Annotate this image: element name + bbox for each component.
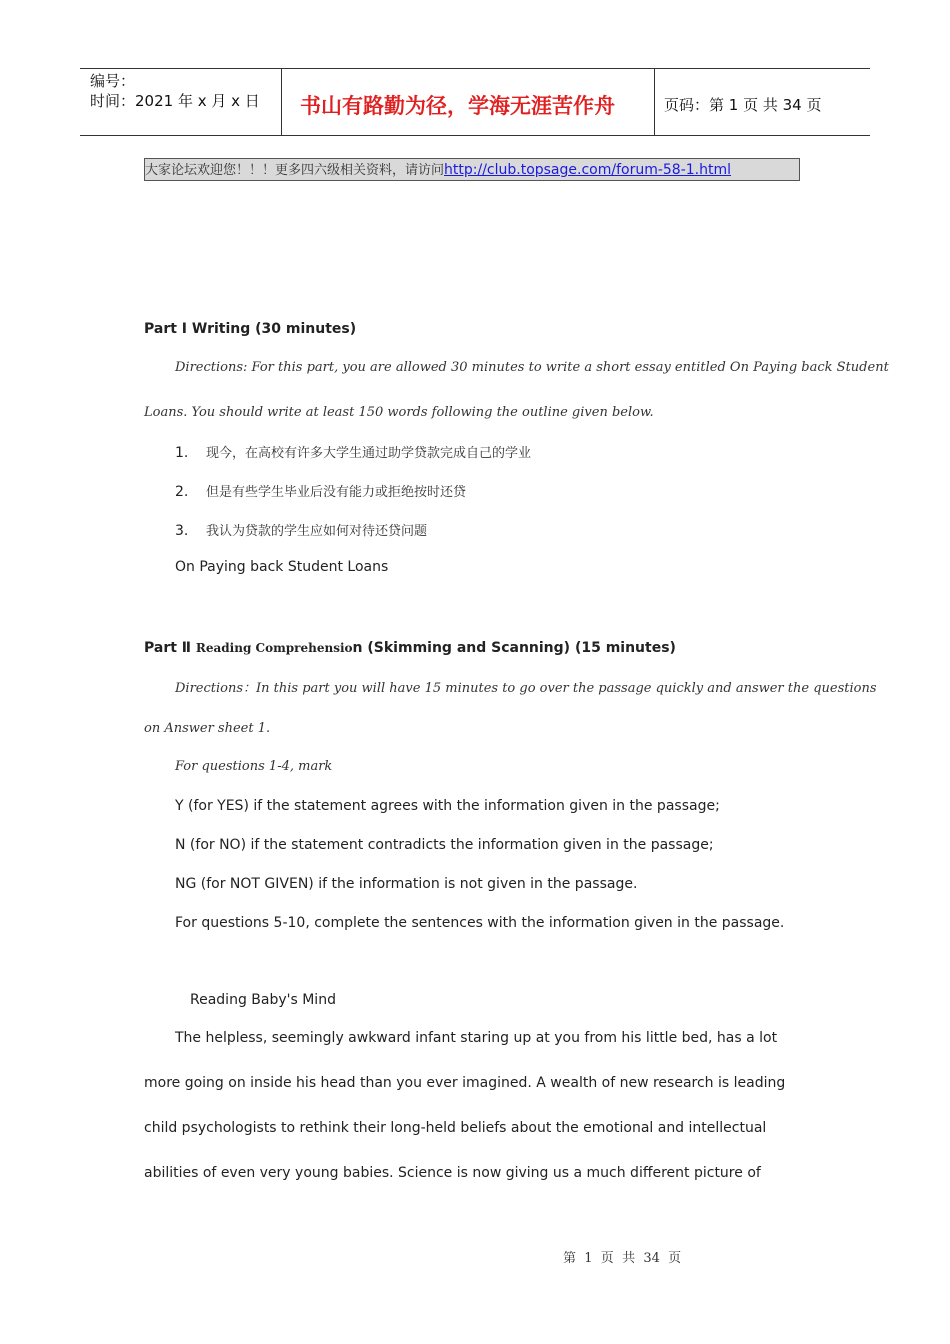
passage-line: abilities of even very young babies. Science is now giving us a much different picture of xyxy=(144,1165,761,1181)
mark-instruction: For questions 5-10, complete the sentences with the information given in the passage. xyxy=(175,915,785,931)
header-motto: 书山有路勤为径，学海无涯苦作舟 xyxy=(300,93,615,118)
page-footer: 第 1 页 共 34 页 xyxy=(563,1251,682,1266)
outline-number: 1. xyxy=(175,445,189,461)
mark-instruction: NG (for NOT GIVEN) if the information is not given in the passage. xyxy=(175,876,638,892)
part1-directions-line1: Directions: For this part, you are allowed 30 minutes to write a short essay entitled On Paying back Student xyxy=(175,360,889,375)
passage-title: Reading Baby's Mind xyxy=(190,992,336,1008)
header-divider-left xyxy=(281,68,282,136)
header-divider-right xyxy=(654,68,655,136)
forum-banner xyxy=(144,158,800,181)
outline-text: 但是有些学生毕业后没有能力或拒绝按时还贷 xyxy=(206,485,467,500)
part2-heading-suffix: n (Skimming and Scanning) (15 minutes) xyxy=(352,640,676,656)
part2-heading-serif: Reading Comprehensio xyxy=(195,641,353,655)
outline-number: 2. xyxy=(175,484,189,500)
part1-directions-line2: Loans. You should write at least 150 words following the outline given below. xyxy=(144,405,654,420)
mark-instruction: Y (for YES) if the statement agrees with the information given in the passage; xyxy=(175,798,720,814)
header-bottom-rule xyxy=(80,135,870,136)
part2-directions-line1: Directions：In this part you will have 15 minutes to go over the passage quickly and answer the questions xyxy=(175,681,877,696)
outline-item xyxy=(175,481,466,500)
outline-text: 我认为贷款的学生应如何对待还贷问题 xyxy=(206,524,428,539)
passage-line: child psychologists to rethink their long-held beliefs about the emotional and intellectual xyxy=(144,1120,767,1136)
part1-heading: Part I Writing (30 minutes) xyxy=(144,321,357,337)
header-page-label: 页码：第 1 页 共 34 页 xyxy=(664,96,822,114)
part2-heading-prefix: Part Ⅱ xyxy=(144,640,196,656)
part2-heading xyxy=(144,637,676,656)
outline-text: 现今，在高校有许多大学生通过助学贷款完成自己的学业 xyxy=(206,446,532,461)
outline-item xyxy=(175,442,531,461)
header-number-label: 编号： xyxy=(90,72,136,90)
questions-intro: For questions 1-4, mark xyxy=(175,759,333,774)
header-time-label: 时间：2021 年 x 月 x 日 xyxy=(90,92,260,110)
mark-instruction: N (for NO) if the statement contradicts the information given in the passage; xyxy=(175,837,714,853)
essay-title: On Paying back Student Loans xyxy=(175,559,389,575)
header-top-rule xyxy=(80,68,870,69)
outline-item xyxy=(175,520,427,539)
passage-line: more going on inside his head than you ever imagined. A wealth of new research is leading xyxy=(144,1075,786,1091)
banner-link[interactable]: http://club.topsage.com/forum-58-1.html xyxy=(444,162,732,178)
banner-text: 大家论坛欢迎您！！！更多四六级相关资料，请访问 xyxy=(145,163,445,178)
outline-number: 3. xyxy=(175,523,189,539)
part2-directions-line2: on Answer sheet 1. xyxy=(144,721,271,736)
passage-line: The helpless, seemingly awkward infant staring up at you from his little bed, has a lot xyxy=(175,1030,778,1046)
